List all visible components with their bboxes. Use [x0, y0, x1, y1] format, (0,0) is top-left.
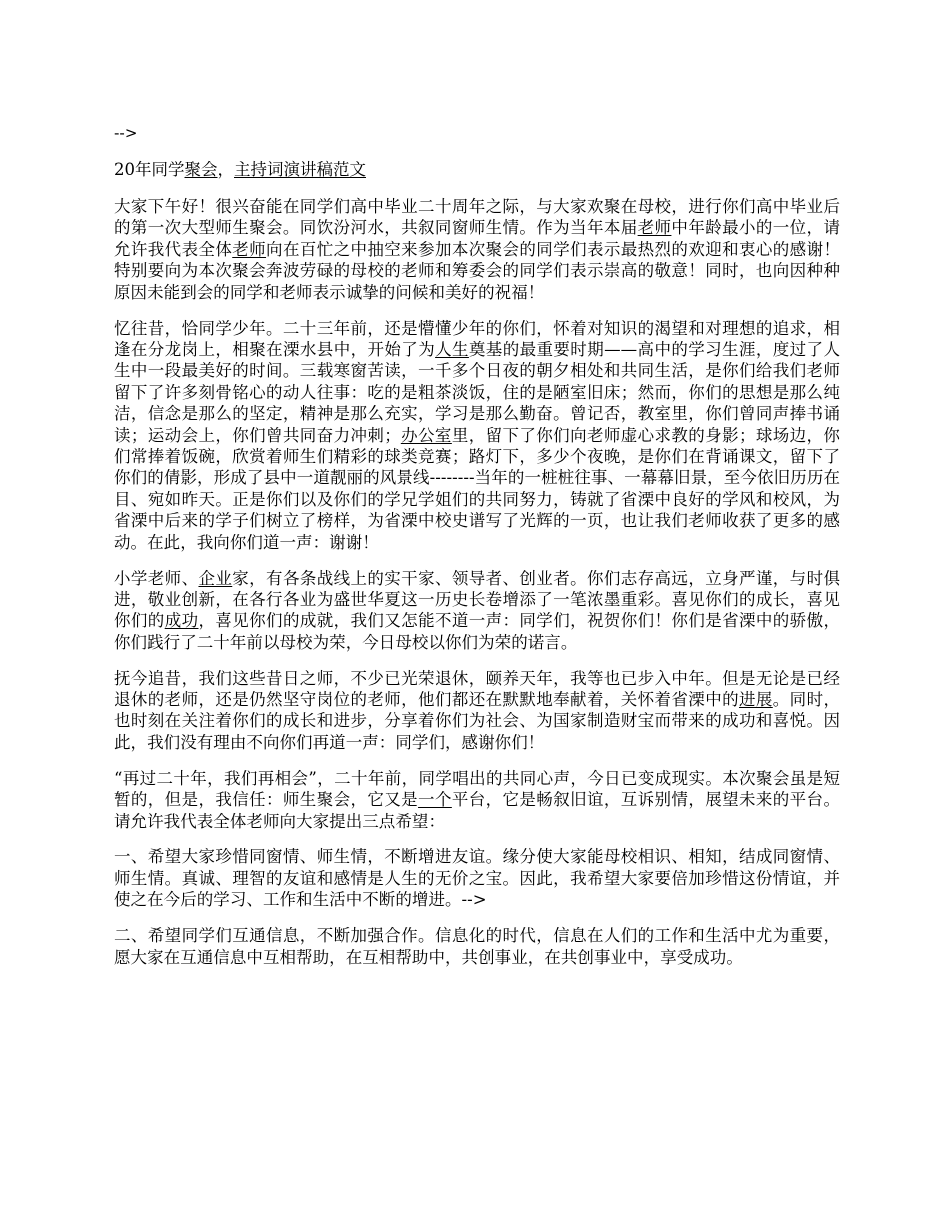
paragraph [114, 925, 840, 968]
inline-link[interactable]: 进展 [738, 690, 773, 710]
paragraph-text: 平台，它是畅叙旧谊，互诉别情，展望未来的平台。请允许我代表全体老师向大家提出三点希望： [114, 790, 840, 831]
paragraph [114, 318, 840, 553]
paragraph-text: 里，留下了你们向老师虚心求教的身影；球场边，你们常捧着饭碗，欣赏着师生们精彩的球类竞赛；路灯下，多少个夜晚，是你们在背诵课文，留下了你们的倩影，形成了县中一道靓丽的风景线--------当年的一桩桩往事、一幕幕旧景，至今依旧历历在目、宛如昨天。正是你们以及你们的学兄学姐们的共同努力，铸就了省溧中良好的学风和校风，为省溧中后来的学子们树立了榜样，为省溧中校史谱写了光辉的一页，也让我们老师收获了更多的感动。在此，我向你们道一声：谢谢！ [114, 425, 840, 552]
title-text: 20年同学 [114, 160, 185, 179]
title-separator: ， [217, 160, 234, 179]
paragraph-text: 。同时，也时刻在关注着你们的成长和进步，分享着你们为社会、为国家制造财宝而带来的成功和喜悦。因此，我们没有理由不向你们再道一声：同学们，感谢你们！ [114, 690, 841, 752]
inline-link[interactable]: 老师 [637, 218, 672, 238]
paragraph-text: 一、希望大家珍惜同窗情、师生情，不断增进友谊。缘分使大家能母校相识、相知，结成同窗情、师生情。真诚、理智的友谊和感情是人生的无价之宝。因此，我希望大家要倍加珍惜这份情谊，并使之在今后的学习、工作和生活中不断的增进。--> [114, 847, 840, 910]
inline-link[interactable]: 人生 [435, 339, 469, 359]
paragraph [114, 668, 840, 754]
title-link-speech[interactable]: 主持词演讲稿范文 [234, 160, 366, 179]
inline-link[interactable]: 企业 [198, 568, 233, 588]
paragraph-text: 大家下午好！很兴奋能在同学们高中毕业二十周年之际，与大家欢聚在母校，进行你们高中毕业后的第一次大型师生聚会。同饮汾河水，共叙同窗师生情。作为当年本届 [114, 197, 840, 238]
inline-link[interactable]: 老师 [232, 239, 267, 259]
title-link-gathering[interactable]: 聚会 [184, 160, 218, 179]
paragraph-text: 小学老师、 [114, 568, 199, 588]
paragraph-text: 向在百忙之中抽空来参加本次聚会的同学们表示最热烈的欢迎和衷心的感谢！特别要向为本次聚会奔波劳碌的母校的老师和筹委会的同学们表示崇高的敬意！同时，也向因种种原因未能到会的同学和老师表示诚挚的问候和美好的祝福！ [114, 239, 841, 302]
inline-link[interactable]: 一个 [418, 790, 452, 810]
document-title [114, 158, 840, 182]
comment-marker: --> [114, 124, 138, 142]
paragraph-list [114, 196, 840, 968]
paragraph-text: 家，有各条战线上的实干家、领导者、创业者。你们志存高远，立身严谨，与时俱进，敬业创新，在各行各业为盛世华夏这一历史长卷增添了一笔浓墨重彩。喜见你们的成长，喜见你们的 [114, 568, 841, 631]
paragraph-text: ，喜见你们的成就，我们又怎能不道一声：同学们，祝贺你们！你们是省溧中的骄傲，你们践行了二十年前以母校为荣，今日母校以你们为荣的诺言。 [114, 611, 841, 652]
paragraph-text: 忆往昔，恰同学少年。二十三年前，还是懵懂少年的你们，怀着对知识的渴望和对理想的追求，相逢在分龙岗上，相聚在溧水县中，开始了为 [114, 318, 840, 359]
paragraph-text: “再过二十年，我们再相会”，二十年前，同学唱出的共同心声，今日已变成现实。本次聚会虽是短暂的，但是，我信任：师生聚会，它又是 [114, 768, 840, 810]
paragraph [114, 768, 840, 832]
paragraph [114, 568, 840, 654]
paragraph [114, 846, 840, 910]
document-body [114, 122, 840, 983]
paragraph [114, 196, 840, 303]
paragraph-text: 奠基的最重要时期——高中的学习生涯，度过了人生中一段最美好的时间。三载寒窗苦读，一千多个日夜的朝夕相处和共同生活，是你们给我们老师留下了许多刻骨铭心的动人往事：吃的是粗茶淡饭，住的是陋室旧床；然而，你们的思想是那么纯洁，信念是那么的坚定，精神是那么充实，学习是那么勤奋。曾记否，教室里，你们曾同声捧书诵读；运动会上，你们曾共同奋力冲刺； [114, 339, 840, 445]
paragraph-text: 抚今追昔，我们这些昔日之师，不少已光荣退休，颐养天年，我等也已步入中年。但是无论是已经退休的老师，还是仍然坚守岗位的老师，他们都还在默默地奉献着，关怀着省溧中的 [114, 668, 840, 710]
inline-link[interactable]: 办公室 [400, 425, 452, 445]
paragraph-text: 中年龄最小的一位，请允许我代表全体 [114, 218, 840, 259]
paragraph-text: 二、希望同学们互通信息，不断加强合作。信息化的时代，信息在人们的工作和生活中尤为重要，愿大家在互通信息中互相帮助，在互相帮助中，共创事业，在共创事业中，享受成功。 [114, 926, 840, 967]
inline-link[interactable]: 成功 [164, 611, 199, 631]
